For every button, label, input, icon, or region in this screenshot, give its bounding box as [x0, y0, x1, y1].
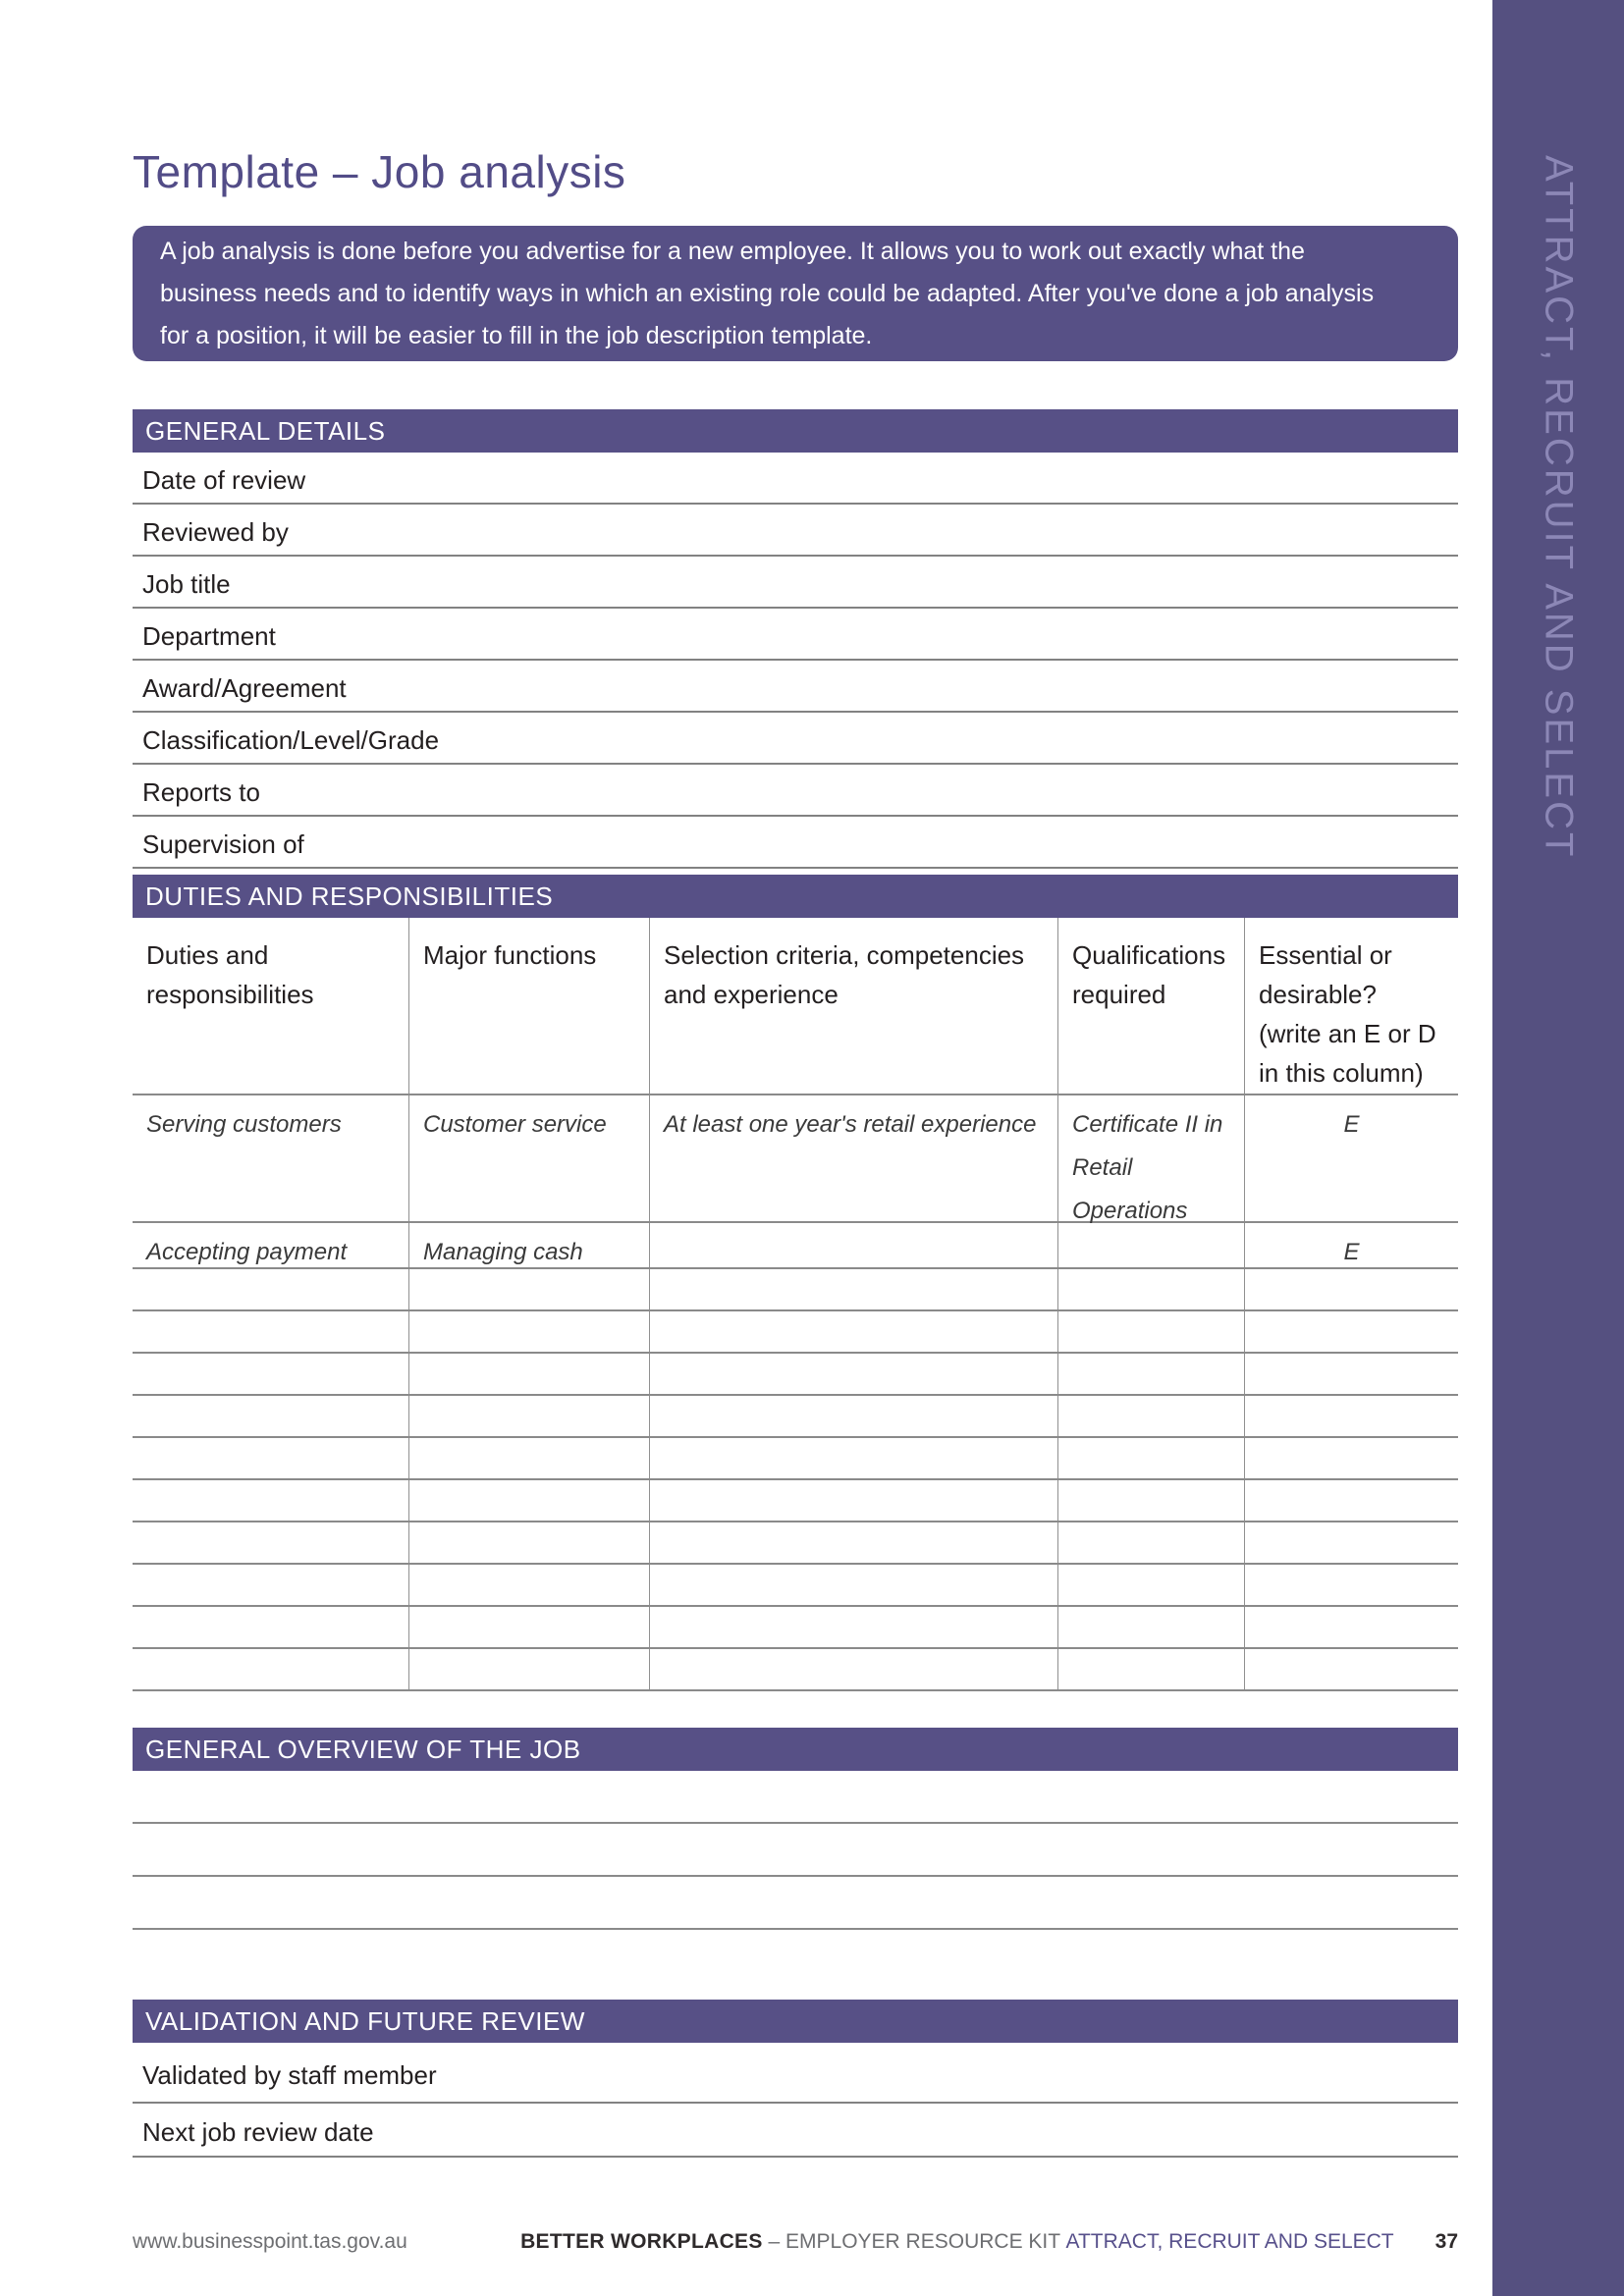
empty-cell: [133, 1607, 409, 1647]
empty-cell: [133, 1649, 409, 1689]
empty-table-row: [133, 1480, 1458, 1522]
footer-kit-section: ATTRACT, RECRUIT AND SELECT: [1065, 2230, 1394, 2253]
empty-cell: [409, 1354, 650, 1394]
empty-table-row: [133, 1396, 1458, 1438]
empty-cell: [409, 1438, 650, 1478]
field-row-classification: [133, 713, 1458, 765]
empty-cell: [409, 1311, 650, 1352]
empty-table-row: [133, 1438, 1458, 1480]
field-row-supervision-of: [133, 817, 1458, 869]
empty-cell: [1058, 1649, 1245, 1689]
table-cell: Managing cash: [409, 1223, 650, 1267]
empty-cell: [409, 1480, 650, 1521]
section-heading-overview: GENERAL OVERVIEW OF THE JOB: [133, 1728, 1458, 1771]
ruled-line: [133, 1877, 1458, 1930]
empty-cell: [1058, 1311, 1245, 1352]
website-link[interactable]: www.businesspoint.tas.gov.au: [133, 2230, 407, 2253]
column-header-selection-criteria: Selection criteria, competencies and experience: [650, 918, 1058, 1094]
column-header-qualifications: Qualifications required: [1058, 918, 1245, 1094]
empty-cell: [650, 1396, 1058, 1436]
empty-cell: [133, 1396, 409, 1436]
empty-cell: [409, 1565, 650, 1605]
footer-kit-info: [520, 2230, 1458, 2254]
empty-cell: [650, 1354, 1058, 1394]
field-row-reports-to: [133, 765, 1458, 817]
empty-cell: [1245, 1354, 1458, 1394]
field-row-next-review-date: [133, 2104, 1458, 2158]
table-cell: Customer service: [409, 1095, 650, 1221]
ruled-line: [133, 1824, 1458, 1877]
empty-rows: [133, 1269, 1458, 1691]
empty-cell: [1245, 1438, 1458, 1478]
empty-table-row: [133, 1311, 1458, 1354]
table-cell: [1058, 1223, 1245, 1267]
table-cell: E: [1343, 1111, 1360, 1138]
overview-ruled-lines: [133, 1771, 1458, 1930]
table-cell: Serving customers: [133, 1095, 409, 1221]
empty-cell: [650, 1480, 1058, 1521]
side-tab-vertical-label: ATTRACT, RECRUIT AND SELECT: [1537, 155, 1581, 860]
empty-cell: [1058, 1522, 1245, 1563]
column-header-essential-desirable: Essential or desirable? (write an E or D in this column): [1259, 940, 1436, 1088]
field-label: Award/Agreement: [142, 673, 347, 703]
field-row-date-of-review: [133, 453, 1458, 505]
empty-cell: [409, 1607, 650, 1647]
empty-cell: [1058, 1480, 1245, 1521]
empty-cell: [133, 1354, 409, 1394]
empty-cell: [1245, 1269, 1458, 1309]
empty-table-row: [133, 1565, 1458, 1607]
field-label: Department: [142, 621, 276, 651]
empty-cell: [133, 1522, 409, 1563]
empty-cell: [409, 1649, 650, 1689]
empty-cell: [1245, 1311, 1458, 1352]
empty-cell: [1058, 1438, 1245, 1478]
empty-cell: [133, 1269, 409, 1309]
empty-cell: [1245, 1522, 1458, 1563]
empty-table-row: [133, 1354, 1458, 1396]
field-label: Reviewed by: [142, 517, 289, 547]
empty-cell: [133, 1311, 409, 1352]
intro-box: [133, 226, 1458, 361]
empty-cell: [650, 1311, 1058, 1352]
field-label: Date of review: [142, 465, 306, 495]
ruled-line: [133, 1771, 1458, 1824]
duties-table: [133, 918, 1458, 1691]
empty-cell: [409, 1269, 650, 1309]
section-heading-duties: DUTIES AND RESPONSIBILITIES: [133, 875, 1458, 918]
empty-cell: [650, 1438, 1058, 1478]
field-label: Validated by staff member: [142, 2059, 437, 2090]
page-title: Template – Job analysis: [133, 146, 626, 197]
field-row-job-title: [133, 557, 1458, 609]
field-row-award-agreement: [133, 661, 1458, 713]
field-label: Classification/Level/Grade: [142, 725, 440, 755]
empty-cell: [1058, 1607, 1245, 1647]
example-row: [133, 1095, 1458, 1223]
empty-cell: [650, 1607, 1058, 1647]
empty-cell: [1058, 1354, 1245, 1394]
footer-kit-title: BETTER WORKPLACES: [520, 2230, 763, 2253]
field-row-validated-by: [133, 2043, 1458, 2104]
validation-fields: [133, 2043, 1458, 2158]
empty-cell: [650, 1565, 1058, 1605]
field-label: Job title: [142, 569, 231, 599]
table-cell: Certificate II in Retail Operations: [1058, 1095, 1245, 1221]
empty-cell: [650, 1269, 1058, 1309]
empty-cell: [133, 1480, 409, 1521]
table-cell: At least one year's retail experience: [650, 1095, 1058, 1221]
empty-cell: [1245, 1396, 1458, 1436]
empty-cell: [409, 1396, 650, 1436]
section-heading-validation: VALIDATION AND FUTURE REVIEW: [133, 2000, 1458, 2043]
table-cell: [650, 1223, 1058, 1267]
page-content: [133, 0, 1458, 2296]
empty-table-row: [133, 1522, 1458, 1565]
empty-table-row: [133, 1269, 1458, 1311]
empty-cell: [650, 1649, 1058, 1689]
field-row-department: [133, 609, 1458, 661]
page-footer: [133, 2230, 1458, 2254]
field-label: Next job review date: [142, 2117, 374, 2147]
empty-cell: [1058, 1565, 1245, 1605]
page-number: 37: [1435, 2230, 1458, 2253]
attract-side-tab: [1492, 0, 1624, 2296]
empty-cell: [1245, 1565, 1458, 1605]
empty-cell: [133, 1565, 409, 1605]
empty-table-row: [133, 1649, 1458, 1691]
field-label: Reports to: [142, 777, 260, 807]
empty-cell: [1245, 1480, 1458, 1521]
intro-line: A job analysis is done before you advertise for a new employee. It allows you to work out exactly what the: [160, 237, 1305, 265]
empty-cell: [650, 1522, 1058, 1563]
intro-line: business needs and to identify ways in which an existing role could be adapted. After you've done a job analysis: [160, 279, 1375, 307]
field-label: Supervision of: [142, 829, 304, 859]
empty-cell: [409, 1522, 650, 1563]
footer-kit-subtitle: – EMPLOYER RESOURCE KIT: [762, 2230, 1066, 2253]
column-header-duties: Duties and responsibilities: [133, 918, 409, 1094]
empty-cell: [1058, 1269, 1245, 1309]
intro-line: for a position, it will be easier to fill in the job description template.: [160, 321, 873, 349]
table-cell: E: [1343, 1239, 1360, 1265]
empty-cell: [1245, 1607, 1458, 1647]
empty-table-row: [133, 1607, 1458, 1649]
empty-cell: [1245, 1649, 1458, 1689]
section-heading-general-details: GENERAL DETAILS: [133, 409, 1458, 453]
column-header-major-functions: Major functions: [409, 918, 650, 1094]
field-row-reviewed-by: [133, 505, 1458, 557]
empty-cell: [133, 1438, 409, 1478]
example-row: [133, 1223, 1458, 1269]
empty-cell: [1058, 1396, 1245, 1436]
table-header-row: [133, 918, 1458, 1095]
general-details-fields: [133, 453, 1458, 869]
table-cell: Accepting payment: [133, 1223, 409, 1267]
